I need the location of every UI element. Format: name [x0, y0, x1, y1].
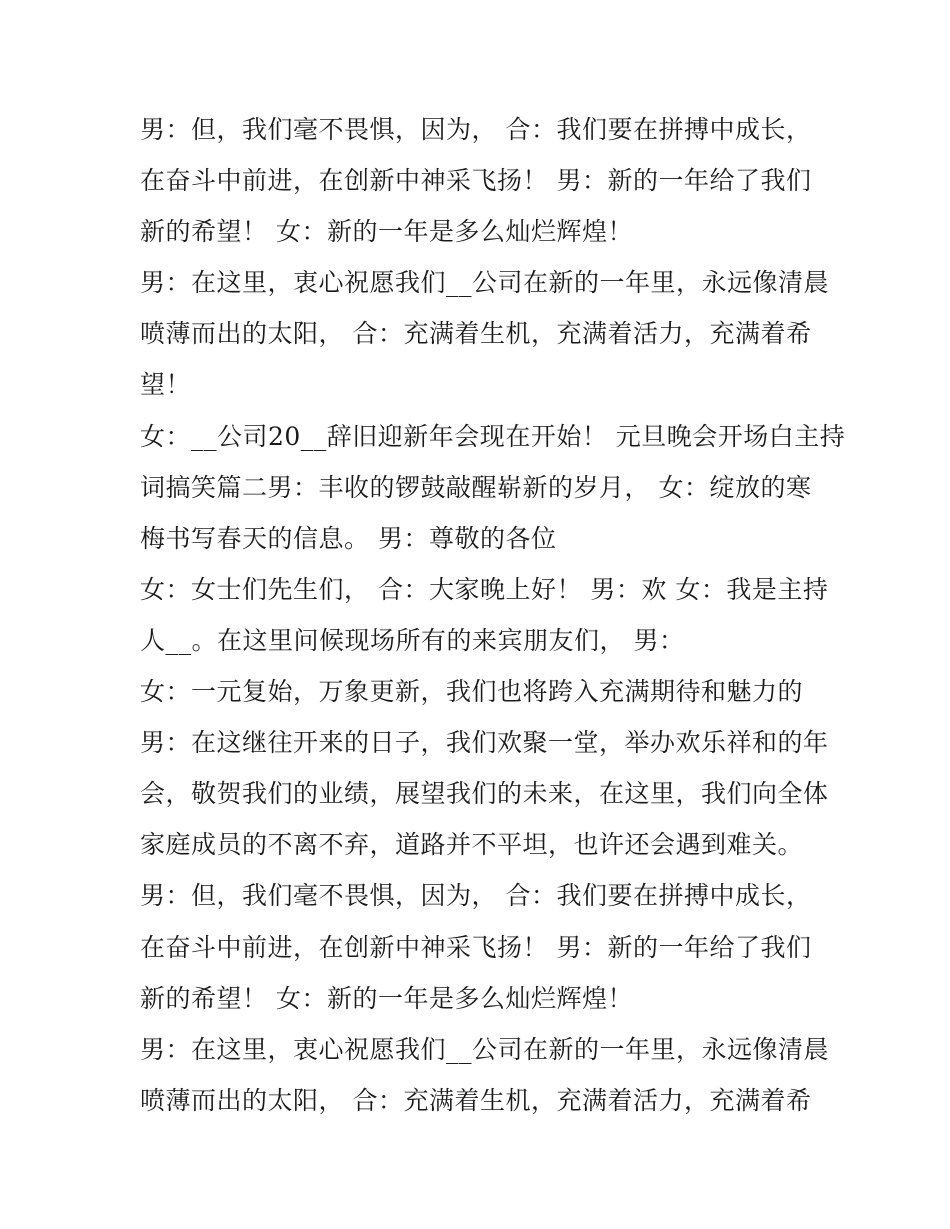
text-line: 男：但，我们毫不畏惧，因为， 合：我们要在拼搏中成长，: [140, 881, 812, 911]
text-line: 在奋斗中前进，在创新中神采飞扬！ 男：新的一年给了我们: [140, 166, 812, 196]
text-line: 男：但，我们毫不畏惧，因为， 合：我们要在拼搏中成长，: [140, 115, 812, 144]
text-line: 望！: [140, 370, 192, 400]
text-line: 喷薄而出的太阳， 合：充满着生机，充满着活力，充满着希: [140, 1085, 812, 1115]
text-line: 喷薄而出的太阳， 合：充满着生机，充满着活力，充满着希: [140, 319, 812, 349]
text-line: 女：女士们先生们， 合：大家晚上好！ 男：欢 女：我是主持: [140, 574, 829, 604]
text-line: 会，敬贺我们的业绩，展望我们的未来，在这里，我们向全体: [140, 779, 829, 809]
text-line: 新的希望！ 女：新的一年是多么灿烂辉煌！: [140, 983, 633, 1013]
text-line: 人__。在这里问候现场所有的来宾朋友们， 男：: [140, 625, 685, 655]
text-line: 在奋斗中前进，在创新中神采飞扬！ 男：新的一年给了我们: [140, 932, 812, 962]
text-line: 新的希望！ 女：新的一年是多么灿烂辉煌！: [140, 217, 633, 247]
text-line: 词搞笑篇二男：丰收的锣鼓敲醒崭新的岁月， 女：绽放的寒: [140, 472, 812, 502]
text-line: 男：在这继往开来的日子，我们欢聚一堂，举办欢乐祥和的年: [140, 728, 829, 758]
document-body: [140, 104, 846, 1126]
text-line: 女：__公司20__辞旧迎新年会现在开始！ 元旦晚会开场白主持: [140, 421, 846, 451]
text-line: 男：在这里，衷心祝愿我们__公司在新的一年里，永远像清晨: [140, 268, 830, 298]
text-line: 家庭成员的不离不弃，道路并不平坦，也许还会遇到难关。: [140, 830, 804, 860]
text-line: 女：一元复始，万象更新，我们也将跨入充满期待和魅力的: [140, 677, 804, 707]
text-line: 梅书写春天的信息。 男：尊敬的各位: [140, 523, 557, 553]
text-line: 男：在这里，衷心祝愿我们__公司在新的一年里，永远像清晨: [140, 1034, 830, 1064]
